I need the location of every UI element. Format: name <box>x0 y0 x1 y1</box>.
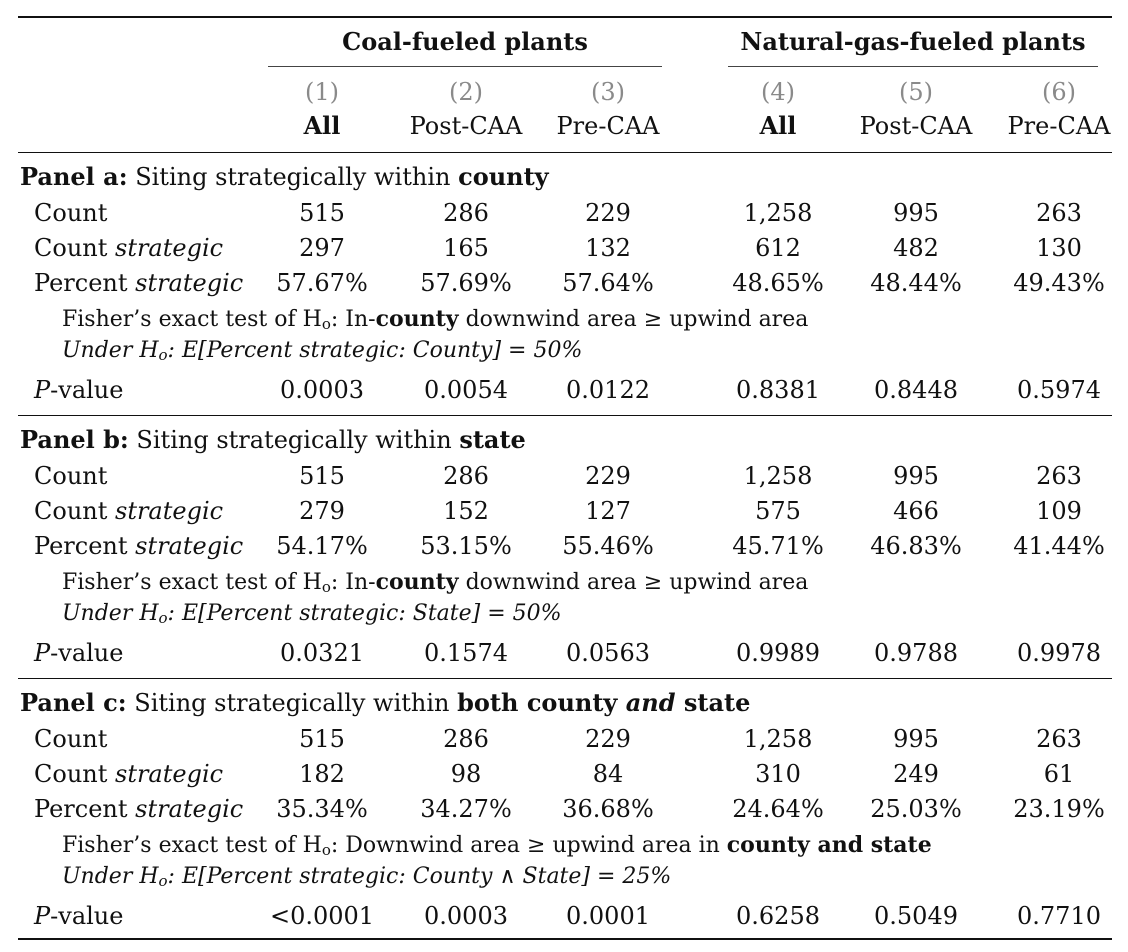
row-label-p-value: P-value <box>34 902 124 930</box>
panel-b-count-strategic-row <box>18 493 1112 529</box>
panel-c-count-col-6: 263 <box>1036 725 1082 753</box>
column-number-4: (4) <box>761 78 795 106</box>
panel-b-count-col-5: 995 <box>893 462 939 490</box>
panel-c-null-hypothesis-note: Under $H_o$: E[Percent strategic: County ∧ State] = 25% <box>62 864 672 890</box>
panel-b-null-hypothesis-note: Under $H_o$: E[Percent strategic: State] = 50% <box>62 601 562 627</box>
column-number-2: (2) <box>449 78 483 106</box>
panel-b-title-text: Siting strategically within <box>128 426 460 454</box>
panel-a-count-strategic-col-4: 612 <box>755 234 801 262</box>
panel-b-count-col-6: 263 <box>1036 462 1082 490</box>
panel-b-count-row <box>18 458 1112 494</box>
panel-a-percent-strategic-row <box>18 265 1112 301</box>
panel-b-count-col-2: 286 <box>443 462 489 490</box>
coal-group-header: Coal-fueled plants <box>342 27 588 56</box>
panel-b-p-value-row <box>18 635 1112 671</box>
panel-c-percent-strategic-col-1: 35.34% <box>276 795 368 823</box>
panel-b-p-value-col-2: 0.1574 <box>424 639 508 667</box>
panel-c-count-strategic-col-5: 249 <box>893 760 939 788</box>
panel-c-count-col-5: 995 <box>893 725 939 753</box>
row-label-count-strategic: Count strategic <box>34 234 224 262</box>
panel-b-p-value-col-1: 0.0321 <box>280 639 364 667</box>
header-rule <box>18 152 1112 153</box>
panel-c-title-emphasis-2: state <box>675 688 751 717</box>
panel-b-percent-strategic-col-5: 46.83% <box>870 532 962 560</box>
panel-a-count-strategic-col-5: 482 <box>893 234 939 262</box>
panel-a-percent-strategic-col-6: 49.43% <box>1013 269 1105 297</box>
panel-b-count-strategic-col-6: 109 <box>1036 497 1082 525</box>
panel-b-count-strategic-col-2: 152 <box>443 497 489 525</box>
panel-c-title-text: Siting strategically within <box>126 689 458 717</box>
row-label-count-strategic: Count strategic <box>34 497 224 525</box>
gas-group-header: Natural-gas-fueled plants <box>740 27 1086 56</box>
panel-b-count-col-4: 1,258 <box>743 462 813 490</box>
bottom-rule <box>18 938 1112 940</box>
panel-a-count-strategic-col-3: 132 <box>585 234 631 262</box>
panel-c-title-italic: and <box>625 688 676 717</box>
panel-b-title <box>20 422 526 458</box>
panel-a-count-strategic-col-2: 165 <box>443 234 489 262</box>
panel-a-count-strategic-col-6: 130 <box>1036 234 1082 262</box>
panel-separator-rule <box>18 678 1112 679</box>
panel-c-count-strategic-row <box>18 756 1112 792</box>
panel-c-count-col-2: 286 <box>443 725 489 753</box>
panel-a-p-value-col-1: 0.0003 <box>280 376 364 404</box>
panel-c-count-col-1: 515 <box>299 725 345 753</box>
panel-a-fisher-note: Fisher’s exact test of $H_o$: In-county downwind area ≥ upwind area <box>62 306 809 333</box>
panel-a-percent-strategic-col-3: 57.64% <box>562 269 654 297</box>
column-label-2: Post-CAA <box>409 112 523 140</box>
panel-c-count-strategic-col-2: 98 <box>450 760 482 788</box>
panel-c-p-value-row <box>18 898 1112 934</box>
panel-b-p-value-col-3: 0.0563 <box>566 639 650 667</box>
panel-b-fisher-note: Fisher’s exact test of $H_o$: In-county downwind area ≥ upwind area <box>62 569 809 596</box>
column-number-6: (6) <box>1042 78 1076 106</box>
panel-a-percent-strategic-col-5: 48.44% <box>870 269 962 297</box>
coal-group-underline <box>268 66 662 67</box>
panel-b-count-strategic-col-4: 575 <box>755 497 801 525</box>
panel-c-percent-strategic-col-6: 23.19% <box>1013 795 1105 823</box>
panel-c-percent-strategic-col-4: 24.64% <box>732 795 824 823</box>
panel-c-p-value-col-2: 0.0003 <box>424 902 508 930</box>
panel-b-count-strategic-col-3: 127 <box>585 497 631 525</box>
panel-c-title-emphasis: both county <box>457 688 626 717</box>
panel-b-title-emphasis: state <box>459 425 526 454</box>
panel-b-p-value-col-4: 0.9989 <box>736 639 820 667</box>
panel-c-fisher-note: Fisher’s exact test of $H_o$: Downwind area ≥ upwind area in county and state <box>62 832 932 859</box>
panel-a-p-value-col-3: 0.0122 <box>566 376 650 404</box>
panel-c-p-value-col-1: <0.0001 <box>269 902 375 930</box>
panel-c-title-label: Panel c: <box>20 688 127 717</box>
panel-c-count-strategic-col-4: 310 <box>755 760 801 788</box>
panel-b-percent-strategic-col-2: 53.15% <box>420 532 512 560</box>
panel-a-count-col-5: 995 <box>893 199 939 227</box>
panel-a-p-value-col-2: 0.0054 <box>424 376 508 404</box>
panel-c-p-value-col-5: 0.5049 <box>874 902 958 930</box>
row-label-count: Count <box>34 462 108 490</box>
column-label-6: Pre-CAA <box>1007 112 1111 140</box>
row-label-percent-strategic: Percent strategic <box>34 532 244 560</box>
panel-c-p-value-col-3: 0.0001 <box>566 902 650 930</box>
panel-a-count-row <box>18 195 1112 231</box>
row-label-percent-strategic: Percent strategic <box>34 795 244 823</box>
panel-a-count-col-1: 515 <box>299 199 345 227</box>
row-label-count: Count <box>34 725 108 753</box>
column-label-1: All <box>303 111 341 140</box>
panel-b-p-value-col-5: 0.9788 <box>874 639 958 667</box>
panel-a-count-col-2: 286 <box>443 199 489 227</box>
panel-c-title <box>20 685 750 721</box>
column-number-5: (5) <box>899 78 933 106</box>
column-label-5: Post-CAA <box>859 112 973 140</box>
panel-a-count-strategic-col-1: 297 <box>299 234 345 262</box>
panel-b-percent-strategic-col-6: 41.44% <box>1013 532 1105 560</box>
panel-c-count-strategic-col-6: 61 <box>1043 760 1075 788</box>
panel-c-count-row <box>18 721 1112 757</box>
panel-b-p-value-col-6: 0.9978 <box>1017 639 1101 667</box>
row-label-percent-strategic: Percent strategic <box>34 269 244 297</box>
panel-a-count-strategic-row <box>18 230 1112 266</box>
panel-a-percent-strategic-col-1: 57.67% <box>276 269 368 297</box>
row-label-count-strategic: Count strategic <box>34 760 224 788</box>
panel-a-p-value-row <box>18 372 1112 408</box>
panel-b-title-label: Panel b: <box>20 425 129 454</box>
panel-c-p-value-col-4: 0.6258 <box>736 902 820 930</box>
panel-a-p-value-col-6: 0.5974 <box>1017 376 1101 404</box>
panel-c-count-col-4: 1,258 <box>743 725 813 753</box>
panel-a-title-emphasis: county <box>458 162 549 191</box>
panel-c-p-value-col-6: 0.7710 <box>1017 902 1101 930</box>
panel-a-p-value-col-4: 0.8381 <box>736 376 820 404</box>
panel-c-percent-strategic-col-3: 36.68% <box>562 795 654 823</box>
column-number-1: (1) <box>305 78 339 106</box>
panel-a-percent-strategic-col-4: 48.65% <box>732 269 824 297</box>
panel-c-count-strategic-col-3: 84 <box>592 760 624 788</box>
panel-a-count-col-4: 1,258 <box>743 199 813 227</box>
panel-c-percent-strategic-col-2: 34.27% <box>420 795 512 823</box>
row-label-count: Count <box>34 199 108 227</box>
column-label-3: Pre-CAA <box>556 112 660 140</box>
panel-a-title-label: Panel a: <box>20 162 128 191</box>
panel-a-p-value-col-5: 0.8448 <box>874 376 958 404</box>
panel-a-title <box>20 159 549 195</box>
panel-b-percent-strategic-col-3: 55.46% <box>562 532 654 560</box>
panel-c-count-col-3: 229 <box>585 725 631 753</box>
panel-c-percent-strategic-col-5: 25.03% <box>870 795 962 823</box>
panel-a-count-col-3: 229 <box>585 199 631 227</box>
panel-a-title-text: Siting strategically within <box>127 163 459 191</box>
panel-separator-rule <box>18 415 1112 416</box>
gas-group-underline <box>728 66 1098 67</box>
panel-b-count-col-3: 229 <box>585 462 631 490</box>
panel-a-null-hypothesis-note: Under $H_o$: E[Percent strategic: County] = 50% <box>62 338 583 364</box>
panel-a-percent-strategic-col-2: 57.69% <box>420 269 512 297</box>
panel-b-count-strategic-col-5: 466 <box>893 497 939 525</box>
panel-b-count-col-1: 515 <box>299 462 345 490</box>
panel-b-percent-strategic-row <box>18 528 1112 564</box>
panel-b-percent-strategic-col-1: 54.17% <box>276 532 368 560</box>
row-label-p-value: P-value <box>34 376 124 404</box>
row-label-p-value: P-value <box>34 639 124 667</box>
column-label-4: All <box>759 111 797 140</box>
panel-c-percent-strategic-row <box>18 791 1112 827</box>
column-number-3: (3) <box>591 78 625 106</box>
panel-c-count-strategic-col-1: 182 <box>299 760 345 788</box>
panel-b-count-strategic-col-1: 279 <box>299 497 345 525</box>
panel-a-count-col-6: 263 <box>1036 199 1082 227</box>
panel-b-percent-strategic-col-4: 45.71% <box>732 532 824 560</box>
top-rule <box>18 16 1112 18</box>
